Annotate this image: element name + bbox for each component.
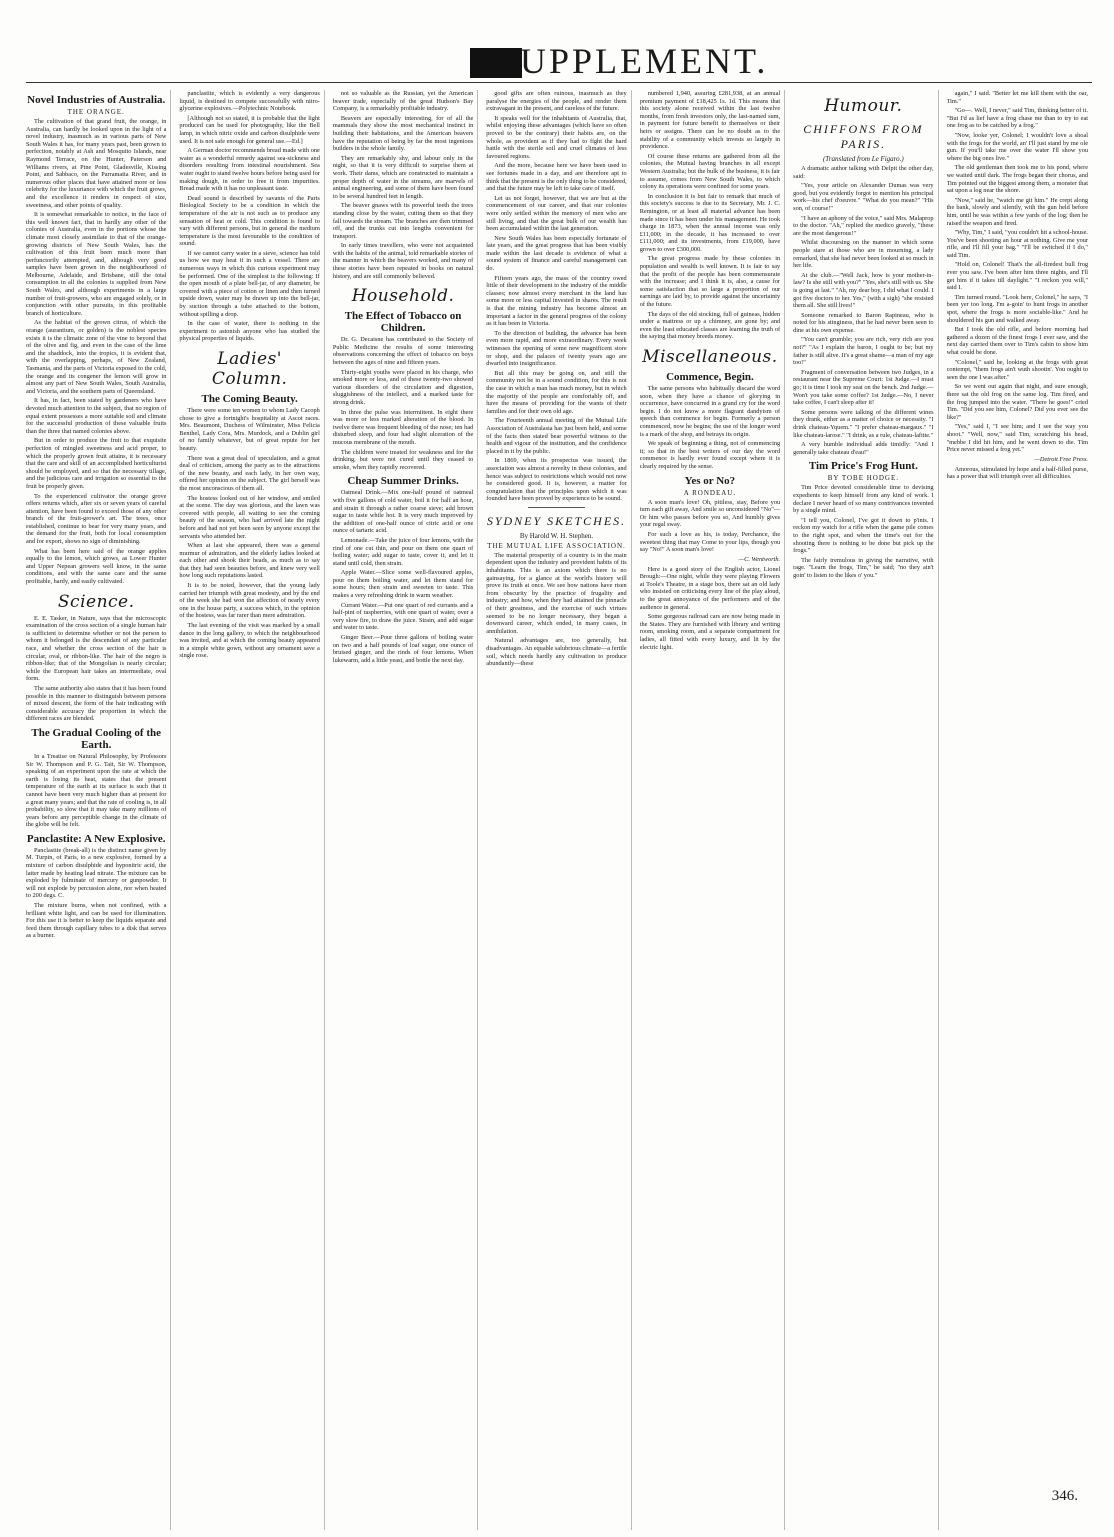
article-paragraph: What has been here said of the orange applies equally to the lemon, which grows, as Lower Hunter and Upper Nepean growers well know, in the same conditions, and with the same care and the same profitable, hardy, and easily cultivated. [26,547,167,586]
article-paragraph: numbered 1,940, assuring £281,938, at an annual premium payment of £18,425 1s. 1d. This means that this society alone received within the last twelve months, from fresh investors only, the last-named sum, in payment for future benefit to themselves or their heirs or assigns. There can be no doubt as to the stability of a community which invests so largely in providence. [639,90,781,151]
article-paragraph: And the more, because here we have been used to see fortunes made in a day, and are therefore apt to think that the present is the only thing to be considered, and that the future may be left to take care of itself. [486,162,627,193]
article-paragraph: Apple Water.—Slice some well-flavoured apples, pour on them boiling water, and let them stand for some hours; then strain and sweeten to taste. This makes a very refreshing drink in warm weather. [332,569,474,600]
article-paragraph: In 1869, when its prospectus was issued, the association was almost a novelty in these colonies, and hence was subject to restrictions which would not now be considered good. It is, however, a matter for congratulation that the principles upon which it was founded have been proved by experience to be sound. [486,457,627,503]
column-2 [179,90,324,1530]
column-5 [640,90,785,1530]
article-paragraph: good gifts are often ruinous, inasmuch as they paralyse the energies of the people, and render them extravagant in the present, and careless of the future. [486,90,627,113]
article-paragraph: To the experienced cultivator the orange grove offers returns which, after six or seven years of careful attention, have been found to exceed those of any other branch of the fruit-grower's art. The trees, once established, continue to bear for very many years, and the demand for the fruit, both for local consumption and for export, shows no sign of diminishing. [26,492,167,546]
article-heading: Panclastite: A New Explosive. [26,832,166,845]
article-paragraph: New South Wales has been especially fortunate of late years, and the great progress that has been visibly made within the last decade is evidence of what a sound system of finance and careful management can do. [486,234,627,273]
column-4 [486,90,631,1530]
article-paragraph: Natural advantages are, too generally, but disadvantages. An equable salubrious climate—a fertile soil, which needs hardly any cultivation to produce abundantly—these [486,637,627,668]
article-paragraph: The hostess looked out of her window, and smiled at the scene. The day was glorious, and the lawn was covered with people, all waiting to see the coming beauty of the season, who had arrived late the night before and had not yet been seen by anyone except the servants who attended her. [179,494,320,540]
article-paragraph: A German doctor recommends bread made with one water as a wonderful remedy against sea-sickness and disorders resulting from intestinal nourishment. Sea water ought to stand twelve hours before being used for making dough, in order to free it from impurities. Bread made with it has no unpleasant taste. [179,147,320,193]
article-paragraph: The children were treated for weakness and for the drinking, but were not cured until they ceased to smoke, when they rapidly recovered. [332,448,474,471]
article-heading: Yes or No? [684,474,736,487]
article-paragraph: The same persons who habitually discard the word soon, when they have a chance of glorying in occurrence, have concurred in a grand cry for the word begin. I do not know a more flagrant dandyism of speech than commence for begin. Formerly a person commenced, now he begins; the use of the longer word is a mark of the shop, and betrays its origin. [639,385,781,438]
article-paragraph: The material prosperity of a country is in the main dependent upon the industry and provident habits of its inhabitants. This is an axiom which there is no gainsaying, for a glance at the world's history will prove its truth at once. We see how nations have risen from obscurity by the practice of frugality and industry; and how, when they had attained the pinnacle of their greatness, and the exercise of such virtues seemed to be no longer necessary, they began a downward career, which ended, in many cases, in annihilation. [486,551,627,635]
article-paragraph: Panclastite (break-all) is the distinct name given by M. Turpin, of Paris, to a new explosive, formed by a mixture of carbon disulphide and hyponitric acid, the latter made by heating lead nitrate. The mixture can be exploded by fulminate of mercury or gunpowder. It will not explode by percussion alone, nor when heated to 200 degs. C. [26,846,167,900]
article-paragraph: The days of the old stocking, full of guineas, hidden under a mattress or up a chimney, are gone by; and even the least educated classes are learning the truth of the saying that money breeds money. [639,310,781,341]
section-heading: Science. [57,591,135,612]
article-heading: The Coming Beauty. [201,393,298,405]
small-caps: THE ORANGE. [67,108,125,116]
article-paragraph: [Although not so stated, it is probable that the light produced can be used for photography, like the Bell lamp, in which nitric oxide and carbon disulphide were used. It is not safe enough for general use.—Ed.] [179,114,320,145]
article-paragraph: E. E. Tasker, in Nature, says that the microscopic examination of the cross section of a single human hair is sufficient to determine whether or not the person to whom it belonged is the descendant of any particular race, and whether the cross section of the hair is circular, oval, or ribbon-like. The hair of the negro is ribbon-like; that of the Mongolian is nearly circular; while the European hair takes an intermediate, oval form. [26,614,167,683]
masthead [0,0,1114,84]
section-heading: Humour. [824,96,903,116]
article-paragraph: Beavers are especially interesting, for of all the mammals they show the most mechanical instinct in building their habitations, and the American beavers have the reputation of being by far the most ingenious builders in the whole family. [332,114,474,153]
article-heading: The Effect of Tobacco on Children. [344,310,462,335]
article-paragraph: "You can't grumble; you are rich, very rich are you not?" "As I explain the baron, I ought to be; but my father is still alive. It's a great shame—a man of my age too!" [793,336,934,367]
section-heading: Miscellaneous. [642,347,778,367]
article-paragraph: Lemonade.—Take the juice of four lemons, with the rind of one cut thin, and pour on them one quart of boiling water; add sugar to taste, cover it, and let it stand until cold, then strain. [332,536,474,567]
article-paragraph: In three the pulse was intermittent. In eight there was more or less marked alteration of the blood. In twelve there was frequent bleeding of the nose; ten had disturbed sleep, and four had slight ulceration of the mucous membrane of the mouth. [332,408,474,446]
article-paragraph: "I have an aphony of the voice," said Mrs. Malaprop to the doctor. "Ah," replied the medico gravely, "these are the most dangerous!" [793,214,934,237]
article-paragraph: Someone remarked to Baron Rapineau, who is noted for his stinginess, that he had never been seen to dine at his own expense. [793,311,934,334]
article-paragraph: They are remarkably shy, and labour only in the night, so that it is very difficult to surprise them at work. Their dams, which are constructed to maintain a proper depth of water in the streams, are marvels of animal engineering, and some of them have been found to be several hundred feet in length. [332,154,474,200]
article-heading: Commence, Begin. [666,371,754,383]
small-caps: A RONDEAU. [683,488,737,497]
column-6 [793,90,938,1530]
article-paragraph: If we cannot carry water in a sieve, science has told us how we may heat it in such a vessel. There are numerous ways in which this curious experiment may be performed. One of the simplest is the following: If the open mouth of a plate bell-jar, of any diameter, be covered with a piece of cotton or linen and then turned upside down, water may be drawn up into the bell-jar, by suction through a tube attached to the bottom, without spilling a drop. [179,249,320,318]
article-paragraph: We speak of beginning a thing, not of commencing it; so that in the best writers of our day the word commence is hardly ever found except where it is clearly required by the sense. [639,440,781,470]
article-paragraph: The same authority also states that it has been found possible in this manner to distinguish between persons of mixed descent, the form of the hair indicating with considerable accuracy the proportion in which the different races are blended. [26,684,167,723]
article-paragraph: "Hold on, Colonel! That's the all-firedest bull frog ever you saw. I've been after him three nights, and I'll get him if it takes till daylight." "I reckon you will," said I. [946,261,1088,292]
article-paragraph: The cultivation of that grand fruit, the orange, in Australia, can hardly be looked upon in the light of a novel industry, inasmuch as in various parts of New South Wales it has, for many years past, been grown to perfection, notably at Ash and Mosquito Islands, near Raymond Terrace, on the Hunter, Paterson and Williams rivers, at Pine Point, Gladesville, Kissing Point, and Sabbaco, on the Parramatta River, and in numerous other places that have attained more or less celebrity for the luxuriance with which the fruit grows, and the excellence it renders in respect of size, sweetness, and other points of quality. [26,118,167,209]
masthead-title: UPPLEMENT. [520,41,769,81]
article-paragraph: In the case of water, there is nothing in the experiment to astonish anyone who has studied the physical properties of liquids. [179,320,320,343]
article-paragraph: The great progress made by these colonies in population and wealth is well known. It is fair to say that the profit of the people has been commensurate with the increase; and I think it is, also, a cause for some satisfaction that so large a proportion of our earnings are laid by, to provide against the uncertainty of the future. [639,255,781,309]
article-paragraph: The old gentleman then took me to his pond, where we waited until dark. The frogs began their chorus, and Tim pointed out the biggest among them, a monster that sat upon a log near the shore. [946,164,1088,195]
article-heading: Novel Industries of Australia. [27,94,166,106]
newspaper-columns [26,90,1092,1530]
article-paragraph: "Why, Tim," I said, "you couldn't hit a school-house. You've been shooting an hour at nothing. Give me your rifle, and I'll fill your bag." "I'll be switched if I do," said Tim. [946,229,1088,259]
article-paragraph: In conclusion it is but fair to remark that much of this society's success is due to its Secretary, Mr. J. C. Remington, or at least all material advance has been made since it has been under his management. He took charge in 1873, when the annual income was only £11,000; in the decade, it has increased to over £111,000; and its investments, from £19,000, have grown to over £300,000. [639,192,781,253]
article-paragraph: To the direction of building, the advance has been even more rapid, and more extraordinary. Every week witnesses the opening of some new magnificent store or shop, and the palaces of twenty years ago are dwarfed into insignificance. [486,329,627,368]
article-paragraph: Fragment of conversation between two Judges, in a restaurant near the Supreme Court: 1st Judge.—I must go; it is time I took my seat on the bench. 2nd Judge.—Won't you take some coffee? 1st Judge.—No, I never take coffee, I can't sleep after it! [793,368,934,407]
article-paragraph: Here is a good story of the English actor, Lionel Brough:—One night, while they were playing Flowers at Toole's Theatre, in a stage box, there sat an old lady who insisted on criticising every line of the play aloud, to the great annoyance of the performers and of the audience in general. [639,565,781,611]
article-paragraph: Of course these returns are gathered from all the colonies, the Mutual having branches in all except Western Australia; but the bulk of the business, it is fair to assume, comes from New South Wales, to which colony its operations were confined for some years. [639,152,781,191]
article-paragraph: The fairly tremulous in giving the narrative, with rage. "Learn the frogs, Tim," he said; "no they ain't goin' to listen to the likes o' you." [793,556,934,579]
article-paragraph: not so valuable as the Russian, yet the American beaver trade, especially of the great Hudson's Bay Company, is a remarkably profitable industry. [332,90,474,113]
page-number: 346. [1051,1488,1078,1504]
article-paragraph: Tim Price devoted considerable time to devising expedients to keep himself from any kind of work. I declare I never heard of so many contrivances invented by a single mind. [793,484,934,515]
masthead-inked-block [470,48,522,78]
article-paragraph: "Yes, your article on Alexander Dumas was very good, but you evidently forgot to mention his principal work—his chef d'oeuvre." "What do you mean?" "His son, of course!" [793,182,934,212]
article-paragraph: Fifteen years ago, the mass of the country owed little of their development to the industry of the middle classes; now almost every merchant in the land has some more or less capital invested in shares. The result is that the mining industry has become almost an important a factor in the general progress of the colony as it has been in Victoria. [486,274,627,328]
article-heading: The Gradual Cooling of the Earth. [31,726,161,751]
article-paragraph: But I took the old rifle, and before morning had gathered a dozen of the finest frogs I ever saw, and the next day carried them over to Tim's cabin to show him what could be done. [946,326,1088,356]
article-paragraph: A soon man's love! Oh, pitiless, stay, Before you turn each gift away, And smile so unconsidered "No"— Or him who passes before you so, And humbly gives your regal sway. [639,498,781,529]
article-paragraph: Let us not forget, however, that we are but at the commencement of our career, and that our colonies were only settled within the memory of men who are still living, and that the great bulk of our wealth has been accumulated within the last generation. [486,194,627,233]
section-divider [528,507,584,508]
byline: By Harold W. H. Stephen. [519,531,594,540]
article-paragraph: "Yes," said I, "I see him; and I see the way you shoot." "Well, now," said Tim, scratching his head, "mebbe I did hit him, and he went down to die. Tim Price never missed a frog yet." [946,423,1088,454]
column-3 [333,90,478,1530]
article-paragraph: Thirty-eight youths were placed in his charge, who smoked more or less, and of these twenty-two showed various disorders of the circulation and digestion, sluggishness of the intellect, and a marked taste for strong drink. [332,368,474,406]
article-paragraph: It is somewhat remarkable to notice, in the face of this well known fact, that in hardly any other of the colonies of Australia, even in the portions whose the climate most closely assimilate to that of the orange-growing districts of New South Wales, has the cultivation of this fruit been much more than perfunctorily attempted, and, although very good samples have been grown in the neighbourhood of Melbourne, Adelaide, and Brisbane, still the total consumption in all the colonies is supplied from New South Wales, and although experiments in a large number of fruit-growers, who are engaged solely, or in conjunction with other pursuits, in this profitable branch of horticulture. [26,211,167,317]
article-paragraph: A very humble individual adds timidly: "And I generally take chateau d'eau!" [793,441,934,456]
article-paragraph: The last evening of the visit was marked by a small dance in the long gallery, to which the neighbourhood was invited, and at which the coming beauty appeared in a simple white gown, without any ornament save a single rose. [179,622,320,660]
feature-title: SYDNEY SKETCHES. [486,513,627,528]
article-paragraph: The Fourteenth annual meeting of the Mutual Life Association of Australasia has just been held, and some of the facts then stated bear powerful witness to the health and vigour of the institution, and the confidence placed in it by the public. [486,417,627,455]
article-paragraph: Dr. G. Decaisne has contributed to the Society of Public Medicine the results of some interesting observations concerning the effect of tobacco on boys between the ages of nine and fifteen years. [332,336,474,367]
article-paragraph: For such a love as his, is today, Perchance, the sweetest thing that may Come to your lips, though you say "No!" A soon man's love! [639,530,781,554]
dek: (Translated from Le Figaro.) [822,155,904,163]
column-1 [26,90,171,1530]
article-paragraph: So we went out again that night, and sure enough, there sat the old frog on the same log. Tim fired, and the frog jumped into the water. "There he goes!" cried Tim. "Did you see him, Colonel? Did you ever see the like?" [946,383,1088,421]
article-paragraph: Some persons were talking of the different wines they drank, either as a matter of choice or necessity. "I drink chateau-Yquem." "I prefer chateau-margaux." "I like chateau-larose." "I drink, as a rule, chateau-lafitte." [793,408,934,439]
article-paragraph: Tim turned round. "Look here, Colonel," he says, "I been yer too long. I'm a-goin' to hunt frogs in another spot, where the frogs is more sociable-like." And he shouldered his gun and walked away. [946,293,1088,324]
small-caps: THE MUTUAL LIFE ASSOCIATION. [487,541,626,550]
article-paragraph: "Now, looke yer, Colonel; I wouldn't love a shoal with the frogs for the world, an' I'll just stand by me ole gun. If you'll take me over the water I'll show you where the big ones live." [946,131,1088,162]
article-paragraph: There were some ten women to whom Lady Cacoph chose to give a fortnight's hospitality at Ascot races. Mrs. Beaumont, Duchess of Wilminster, Miss Felicia Benthel, Lady Cora, Mrs. Murdock, and a Dublin girl of no family whatever, but of great repute for her beauty. [179,407,320,452]
article-paragraph: When at last she appeared, there was a general murmur of admiration, and the elderly ladies looked at each other and shook their heads, as much as to say that they had seen beauties before, and knew very well how long such reputations lasted. [179,542,320,580]
article-paragraph: Some gorgeous railroad cars are now being made in the States. They are furnished with library and writing room, smoking room, and a separate compartment for ladies, all fitted with every luxury, and lit by the electric light. [639,613,781,651]
article-paragraph: Ginger Beer.—Pour three gallons of boiling water on two and a half pounds of loaf sugar, one ounce of bruised ginger, and the rinds of four lemons. When lukewarm, add a little yeast, and bottle the next day. [332,634,474,664]
masthead-rule [26,82,1092,83]
article-paragraph: There was a great deal of speculation, and a great deal of criticism, among the party as to the attractions of the new beauty, and each lady, in her own way, offered her opinion on the subject. The girl herself was the most unconscious of them all. [179,454,320,492]
article-paragraph: As the habitat of the grown citrus, of which the orange (aurantium, or golden) is the noblest species exists it is the climatic zone of the vine to beyond that of the olive and fig, and even in the case of the lime and the shaddock, into the tropics, it is evident that, with the overlapping, perhaps, of New Zealand, Tasmania, and the parts of Victoria exposed to the cold, the orange and its congener the lemon will grow in almost any part of New South Wales, South Australia, and Victoria, and the southern parts of Queensland. [26,319,167,395]
article-paragraph: But in order to produce the fruit to that exquisite perfection of mingled sweetness and acid proper, to which the properly grown fruit attains, it is necessary that the care and skill of an accomplished horticulturist should be employed, and so that the necessary tillage, and the judicious care and irrigation so essential to the fruit be properly given. [26,437,167,490]
article-paragraph: But all this may be going on, and still the community not be in a sound condition, for this is not the case in which a man has much money, but in which the majority of the people are comfortably off, and have the means of providing for the wants of their families and for their own old age. [486,369,627,415]
article-paragraph: Whilst discoursing on the manner in which some people stare at those who are in mourning, a lady remarked, that she had never been looked at so much in her life. [793,239,934,270]
section-heading: Ladies' Column. [211,349,288,389]
feature-title: CHIFFONS FROM PARIS. [803,122,924,151]
article-paragraph: The mixture burns, when not confined, with a brilliant white light, and can be used for illumination. For this use it is better to keep the liquids separate and feed them through capillary tubes to a disk that serves as a burner. [26,902,167,940]
article-paragraph: again," I said. "Better let me kill them with the oar, Tim." [946,90,1088,105]
article-paragraph: Oatmeal Drink.—Mix one-half pound of oatmeal with five gallons of cold water, boil it for half an hour, and strain it through a rather coarse sieve; add brown sugar to taste while hot. It is very much improved by the addition of one-half ounce of citric acid or one ounce of tartaric acid. [332,489,474,535]
article-paragraph: panclastite, which is evidently a very dangerous liquid, is destined to compete successfully with nitro-glycerine explosives.—Polytechnic Notebook. [179,90,320,113]
article-paragraph: "I tell you, Colonel, I've got it down to p'ints. I reckon my watch for a rifle when the game pile comes to the right spot, and when the time's out for the shooting there is nothing to be done but pick up the frogs." [793,516,934,555]
article-paragraph: Dead sound is described by savants of the Paris Biological Society to be a condition in which the temperature of the air is not such as to produce any sensation of heat or cold. This condition is found to vary with different persons, but in general the medium temperature is the most favourable to the condition of sound. [179,194,320,248]
signoff: —Detroit Free Press. [1034,455,1088,463]
article-paragraph: It is to be noted, however, that the young lady carried her triumph with great modesty, and by the end of the week she had won the affection of nearly every one in the house party, a success which, in the opinion of the hostess, was far rarer than mere admiration. [179,582,320,620]
article-paragraph: The beaver gnaws with its powerful teeth the trees standing close by the water, cutting them so that they fall towards the stream. The branches are then trimmed off, and the trunks cut into lengths convenient for transport. [332,202,474,240]
signoff: —C. Wentworth. [738,555,781,563]
article-paragraph: "Colonel," said he, looking at the frogs with great contempt, "them frogs ain't wuth shootin'. You ought to seen the one I was after." [946,358,1088,381]
column-7 [947,90,1092,1530]
article-paragraph: At the club.—"Well Jack, how is your mother-in-law? Is she still with you?" "Yes, she's still with us. She is going at last." "Ah, my dear boy, I did what I could. I got five doctors to her. Yes," (with a sigh) "she resisted them all. She still lives!" [793,271,934,310]
article-heading: Tim Price's Frog Hunt. [808,460,918,473]
article-paragraph: "Now," said he, "watch me git him." He crept along the bank, slowly and silently, with the gun held before him, until he was within a few yards of the log; then he raised the weapon and fired. [946,196,1088,227]
article-paragraph: "Go—. Well, I never," said Tim, thinking better of it. "But I'd as lief have a frog chase me than to try to eat one frog as to be catched by a frog." [946,107,1088,130]
section-heading: Household. [351,286,455,307]
article-paragraph: It speaks well for the inhabitants of Australia, that, whilst enjoying these advantages (which have so often proved to be the contrary) their habits are, on the whole, as provident as if they had to fight the hard battle with the sterile soil and cruel climates of less favoured regions. [486,114,627,160]
article-paragraph: In a Treatise on Natural Philosophy, by Professors Sir W. Thompson and P. G. Tait, Sir W. Thompson, speaking of an experiment upon the rate at which the earth is losing its heat, states that the present temperature of the earth at its surface is such that it cannot have been very much higher than at present for a great many years; and that the rate of cooling is, in all probability, so slow that it may take many millions of years before any perceptible change in the climate of the globe will be felt. [26,752,167,829]
small-caps: BY TOBE HODGE. [827,474,899,483]
article-paragraph: It has, in fact, been stated by gardeners who have devoted much attention to the subject, that no region of equal extent possesses a more suitable soil and climate for the successful production of these valuable fruits than the three that named colonies above. [26,397,167,435]
article-paragraph: In early times travellers, who were not acquainted with the habits of the animal, told remarkable stories of the manner in which the beavers worked, and many of these stories have been repeated in books on natural history, and are still commonly believed. [332,242,474,280]
article-paragraph: Amorous, stimulated by hope and a half-filled purse, has a power that will triumph over all difficulties. [946,465,1088,481]
article-paragraph: Currant Water.—Put one quart of red currants and a half-pint of raspberries, with one quart of water, over a very slow fire, to draw the juice. Strain, and add sugar and water to taste. [332,601,474,632]
article-paragraph: A dramatic author talking with Delpit the other day, said: [793,165,934,180]
article-heading: Cheap Summer Drinks. [347,475,459,488]
